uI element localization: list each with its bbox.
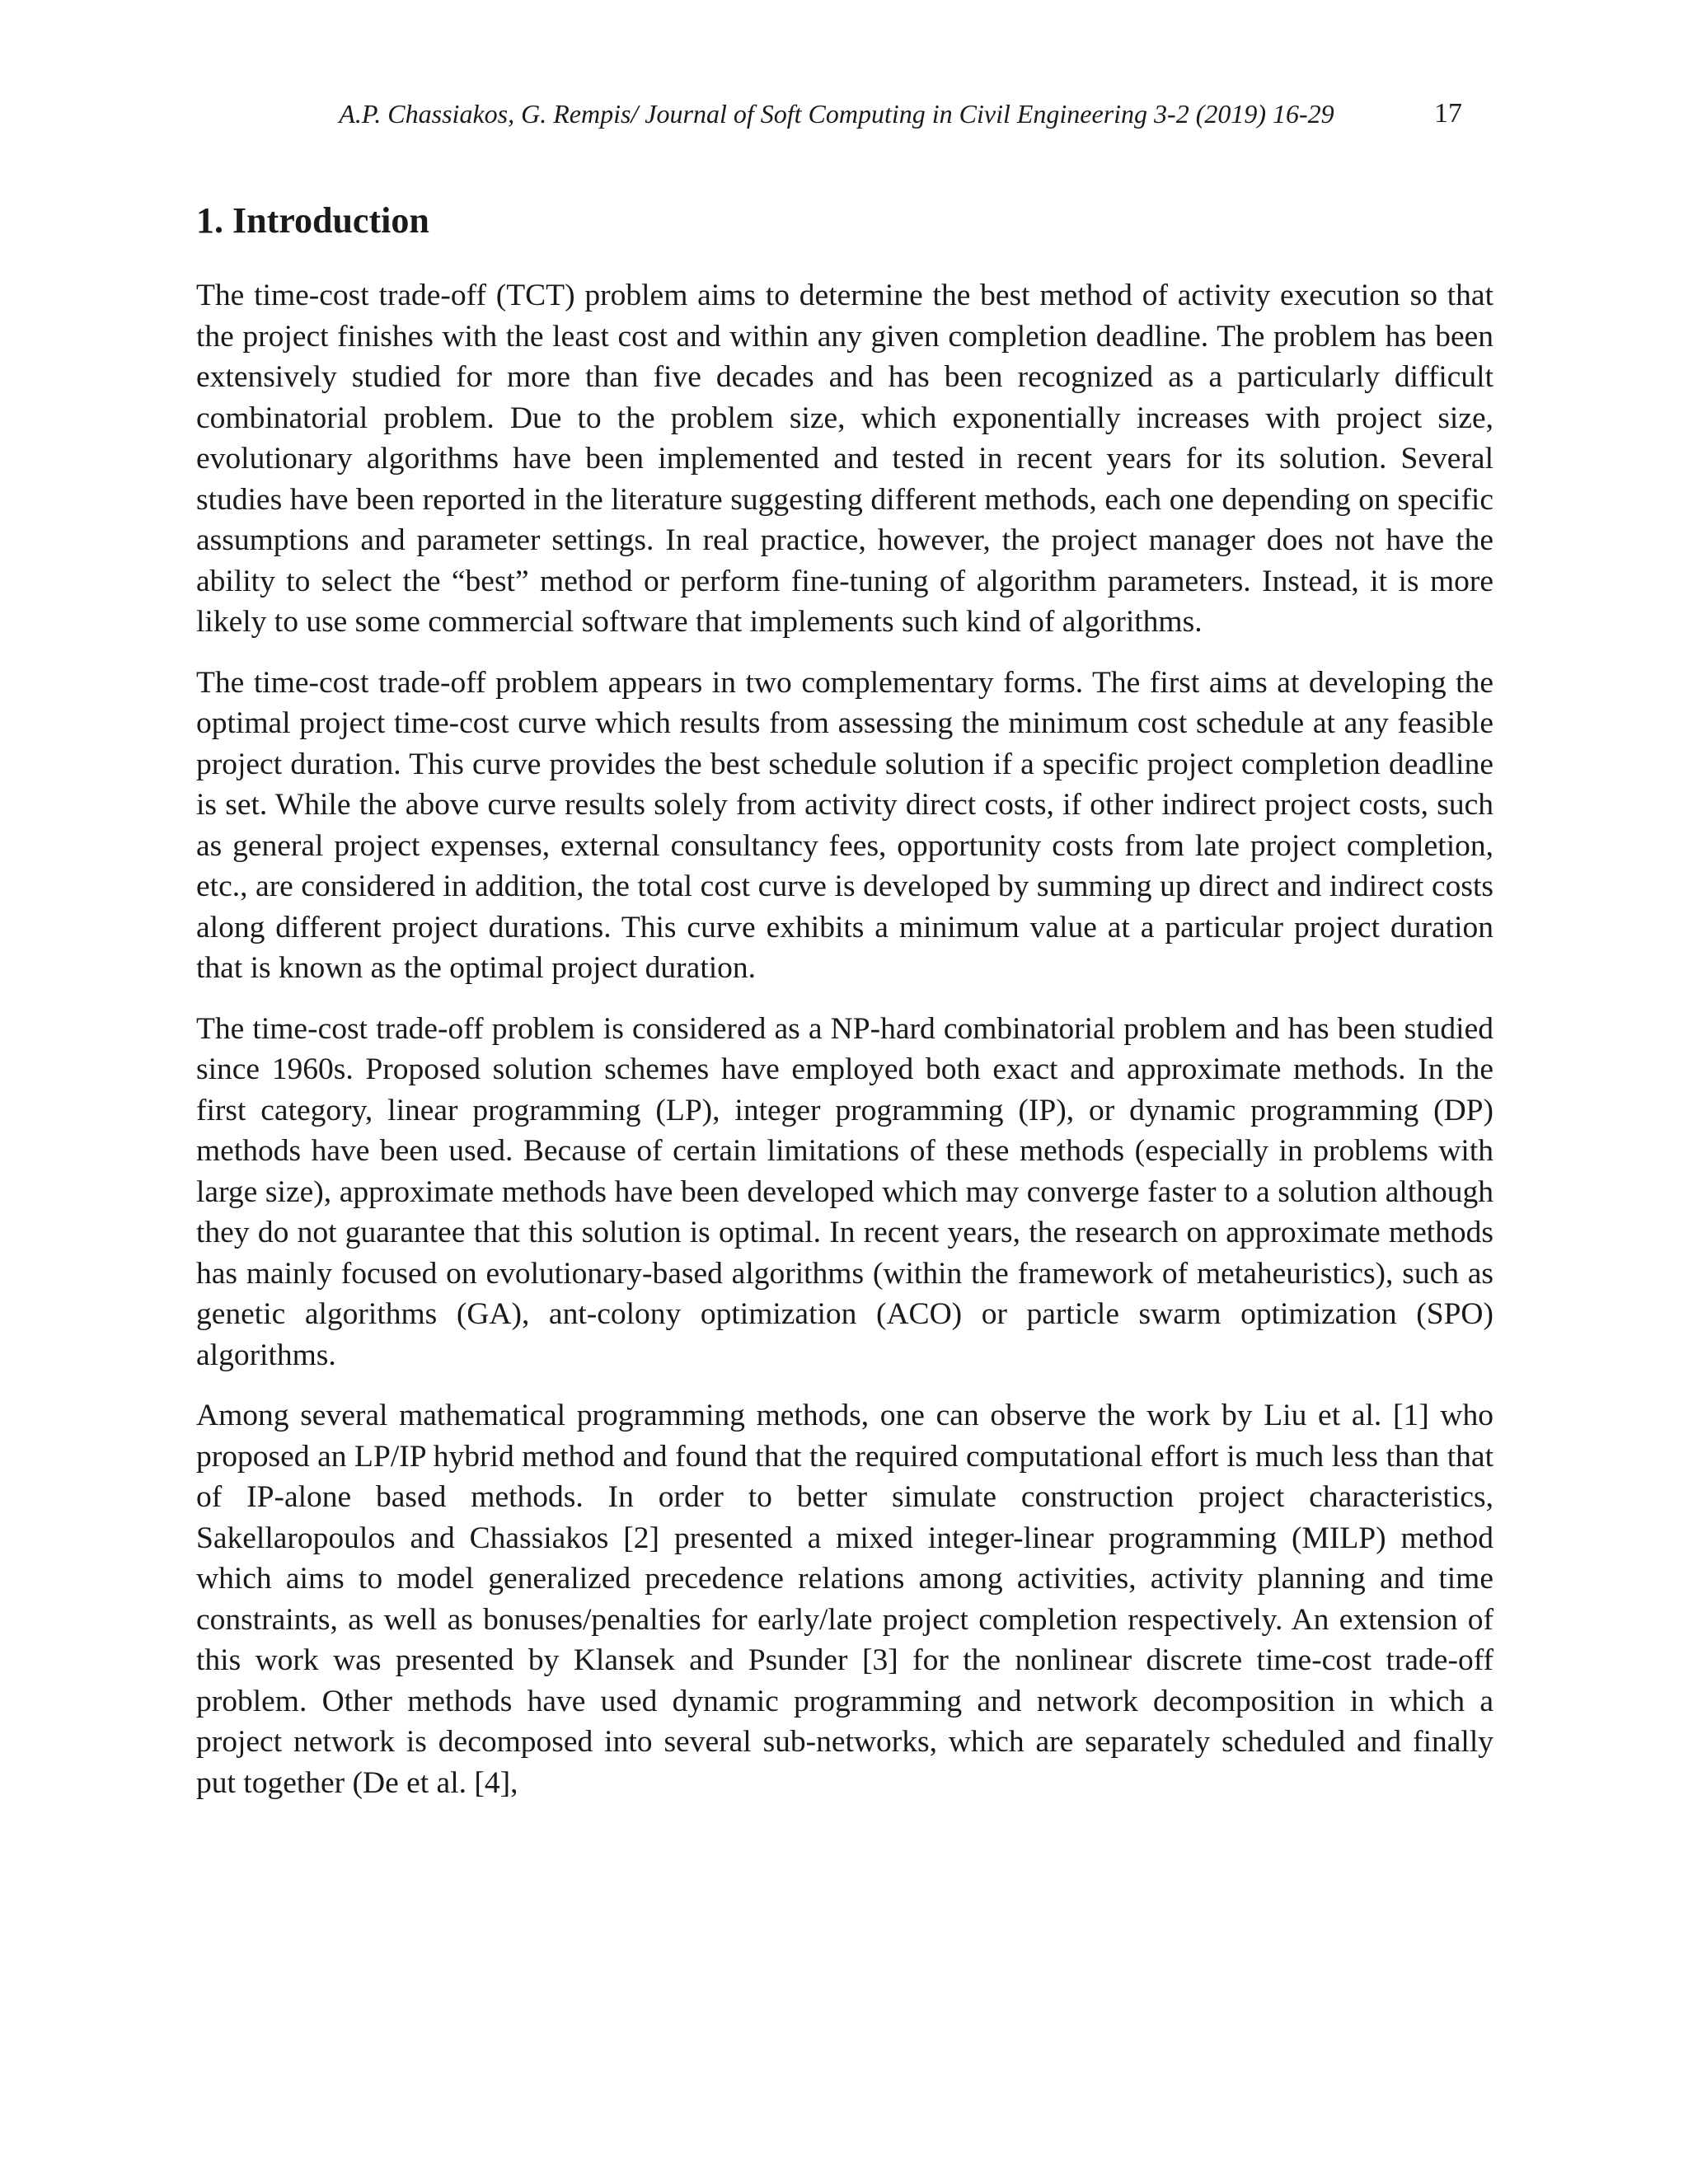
section-heading: 1. Introduction (196, 200, 429, 241)
running-header: A.P. Chassiakos, G. Rempis/ Journal of Soft Computing in Civil Engineering 3-2 (2019) 16-29 (339, 99, 1334, 129)
paragraph-3: The time-cost trade-off problem is considered as a NP-hard combinatorial problem and has been studied since 1960s. Proposed solution schemes have employed both exact and approximate methods. In the first category, linear programming (LP), integer programming (IP), or dynamic programming (DP) methods have been used. Because of certain limitations of these methods (especially in problems with large size), approximate methods have been developed which may converge faster to a solution although they do not guarantee that this solution is optimal. In recent years, the research on approximate methods has mainly focused on evolutionary-based algorithms (within the framework of metaheuristics), such as genetic algorithms (GA), ant-colony optimization (ACO) or particle swarm optimization (SPO) algorithms. (196, 1011, 1493, 1372)
paragraph-2: The time-cost trade-off problem appears in two complementary forms. The first aims at developing the optimal project time-cost curve which results from assessing the minimum cost schedule at any feasible project duration. This curve provides the best schedule solution if a specific project completion deadline is set. While the above curve results solely from activity direct costs, if other indirect project costs, such as general project expenses, external consultancy fees, opportunity costs from late project completion, etc., are considered in addition, the total cost curve is developed by summing up direct and indirect costs along different project durations. This curve exhibits a minimum value at a particular project duration that is known as the optimal project duration. (196, 665, 1493, 985)
paragraph-4: Among several mathematical programming methods, one can observe the work by Liu et al. [1] who proposed an LP/IP hybrid method and found that the required computational effort is much less than that of IP-alone based methods. In order to better simulate construction project characteristics, Sakellaropoulos and Chassiakos [2] presented a mixed integer-linear programming (MILP) method which aims to model generalized precedence relations among activities, activity planning and time constraints, as well as bonuses/penalties for early/late project completion respectively. An extension of this work was presented by Klansek and Psunder [3] for the nonlinear discrete time-cost trade-off problem. Other methods have used dynamic programming and network decomposition in which a project network is decomposed into several sub-networks, which are separately scheduled and finally put together (De et al. [4], (196, 1399, 1493, 1800)
page-number: 17 (1434, 98, 1462, 129)
body-text (196, 275, 1493, 1823)
paragraph-1: The time-cost trade-off (TCT) problem aims to determine the best method of activity execution so that the project finishes with the least cost and within any given completion deadline. The problem has been extensively studied for more than five decades and has been recognized as a particularly difficult combinatorial problem. Due to the problem size, which exponentially increases with project size, evolutionary algorithms have been implemented and tested in recent years for its solution. Several studies have been reported in the literature suggesting different methods, each one depending on specific assumptions and parameter settings. In real practice, however, the project manager does not have the ability to select the “best” method or perform fine-tuning of algorithm parameters. Instead, it is more likely to use some commercial software that implements such kind of algorithms. (196, 279, 1493, 639)
